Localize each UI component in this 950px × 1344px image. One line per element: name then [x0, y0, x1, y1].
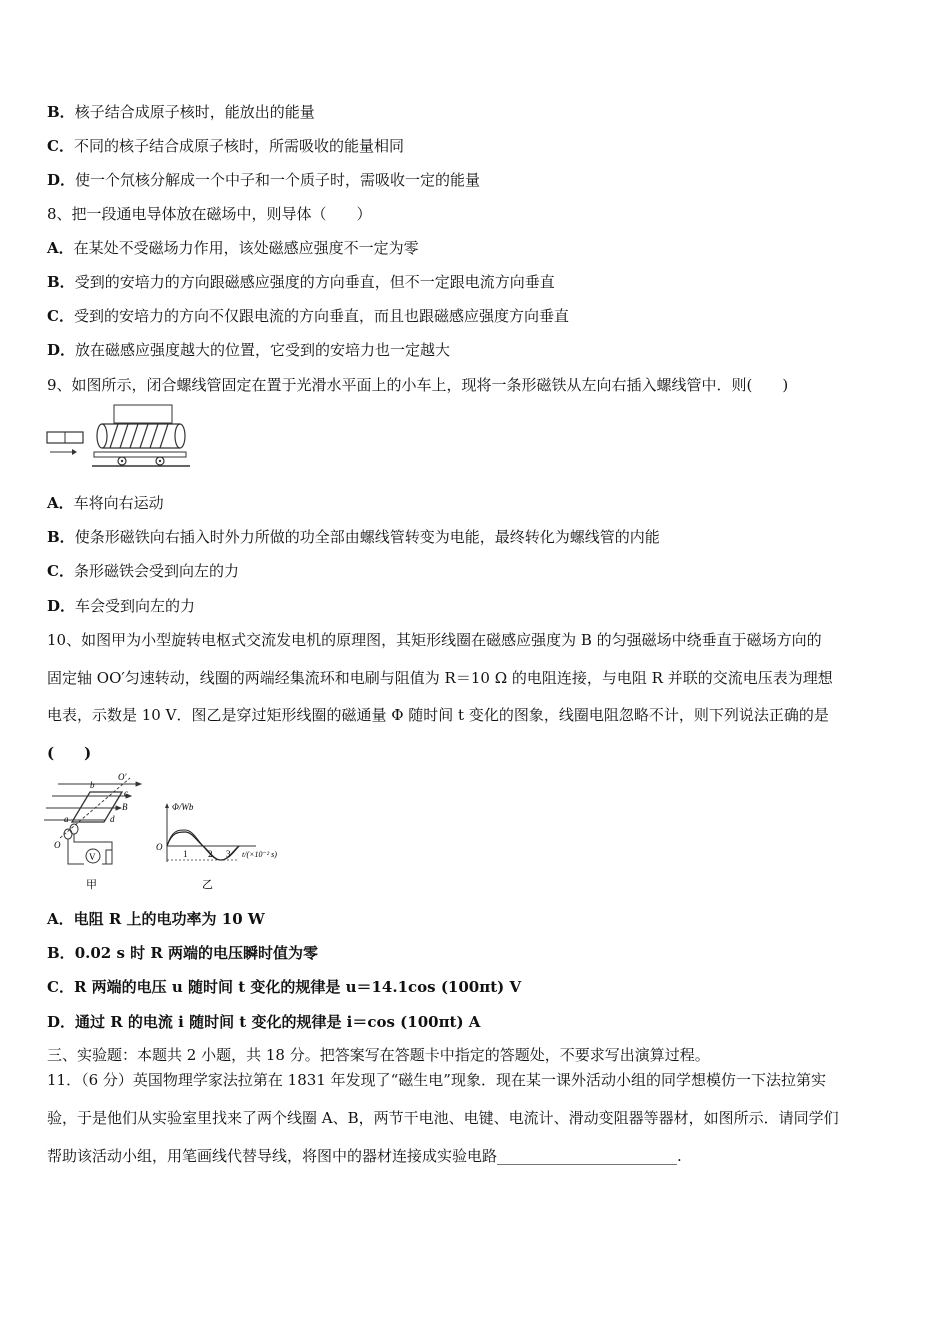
section-3-heading: 三、实验题：本题共 2 小题，共 18 分。把答案写在答题卡中指定的答题处，不要求写出演算过程。 [47, 1046, 710, 1064]
y-axis-label: Φ/Wb [172, 802, 194, 812]
label-field-b: B [122, 802, 128, 812]
q11-stem-line1: 11．（6 分）英国物理学家法拉第在 1831 年发现了“磁生电”现象．现在某一课外活动小组的同学想模仿一下法拉第实 [47, 1071, 826, 1089]
voltmeter-icon: V [89, 852, 96, 862]
x-axis-label: t/(×10⁻² s) [242, 850, 277, 859]
cart-base [94, 452, 186, 457]
q8-option-c: C．受到的安培力的方向不仅跟电流的方向垂直，而且也跟磁感应强度方向垂直 [47, 307, 569, 325]
q11-stem-line2: 验，于是他们从实验室里找来了两个线圈 A、B，两节干电池、电键、电流计、滑动变阻器等器材，如图所示．请同学们 [47, 1109, 839, 1127]
q9-solenoid-cart-figure [44, 402, 194, 472]
origin-label: O [156, 842, 163, 852]
q8-option-a: A．在某处不受磁场力作用，该处磁感应强度不一定为零 [47, 239, 419, 257]
q10-option-d: D．通过 R 的电流 i 随时间 t 变化的规律是 i＝cos (100πt) A [47, 1013, 481, 1031]
q10-figure-yi [150, 800, 300, 894]
q10-option-b: B．0.02 s 时 R 两端的电压瞬时值为零 [47, 944, 319, 962]
solenoid [97, 424, 185, 448]
label-c: c [124, 788, 128, 798]
q9-stem: 9、如图所示，闭合螺线管固定在置于光滑水平面上的小车上，现将一条形磁铁从左向右插入螺线管中．则( ) [47, 376, 789, 394]
q7-option-b: B．核子结合成原子核时，能放出的能量 [47, 103, 315, 121]
caption-yi: 乙 [202, 879, 213, 891]
label-a: a [64, 814, 69, 824]
caption-jia: 甲 [86, 879, 97, 891]
q10-stem-line3: 电表，示数是 10 V．图乙是穿过矩形线圈的磁通量 Φ 随时间 t 变化的图象，线圈电阻忽略不计，则下列说法正确的是 [47, 706, 829, 724]
q8-option-b: B．受到的安培力的方向跟磁感应强度的方向垂直，但不一定跟电流方向垂直 [47, 273, 555, 291]
label-d: d [110, 814, 115, 824]
q10-stem-bracket: ( ) [47, 744, 92, 762]
tick-1: 1 [183, 849, 188, 859]
q10-stem-line1: 10、如图甲为小型旋转电枢式交流发电机的原理图，其矩形线圈在磁感应强度为 B 的匀强磁场中绕垂直于磁场方向的 [47, 631, 822, 649]
q8-option-d: D．放在磁感应强度越大的位置，它受到的安培力也一定越大 [47, 341, 451, 359]
label-o: O [54, 840, 61, 850]
motion-arrow [50, 449, 77, 455]
cart-frame [114, 405, 172, 423]
q9-option-d: D．车会受到向左的力 [47, 597, 196, 615]
slip-rings [64, 824, 78, 839]
q9-option-c: C．条形磁铁会受到向左的力 [47, 562, 239, 580]
q10-option-a: A．电阻 R 上的电功率为 10 W [47, 910, 265, 928]
coil [72, 792, 122, 822]
q10-figure-jia [44, 772, 164, 894]
tick-3: 3 [226, 849, 231, 859]
q9-option-a: A．车将向右运动 [47, 494, 164, 512]
label-o-prime: O′ [118, 772, 127, 782]
label-b: b [90, 780, 95, 790]
q7-option-c: C．不同的核子结合成原子核时，所需吸收的能量相同 [47, 137, 404, 155]
q10-stem-line2: 固定轴 OO′匀速转动，线圈的两端经集流环和电刷与阻值为 R＝10 Ω 的电阻连接，与电阻 R 并联的交流电压表为理想 [47, 669, 833, 687]
q8-stem: 8、把一段通电导体放在磁场中，则导体（ ） [47, 205, 372, 223]
q10-option-c: C．R 两端的电压 u 随时间 t 变化的规律是 u＝14.1cos (100πt) V [47, 978, 522, 996]
q9-option-b: B．使条形磁铁向右插入时外力所做的功全部由螺线管转变为电能，最终转化为螺线管的内能 [47, 528, 660, 546]
q7-option-d: D．使一个氘核分解成一个中子和一个质子时，需吸收一定的能量 [47, 171, 481, 189]
tick-2: 2 [208, 849, 213, 859]
q11-stem-line3: 帮助该活动小组，用笔画线代替导线，将图中的器材连接成实验电路________________________. [47, 1147, 682, 1165]
